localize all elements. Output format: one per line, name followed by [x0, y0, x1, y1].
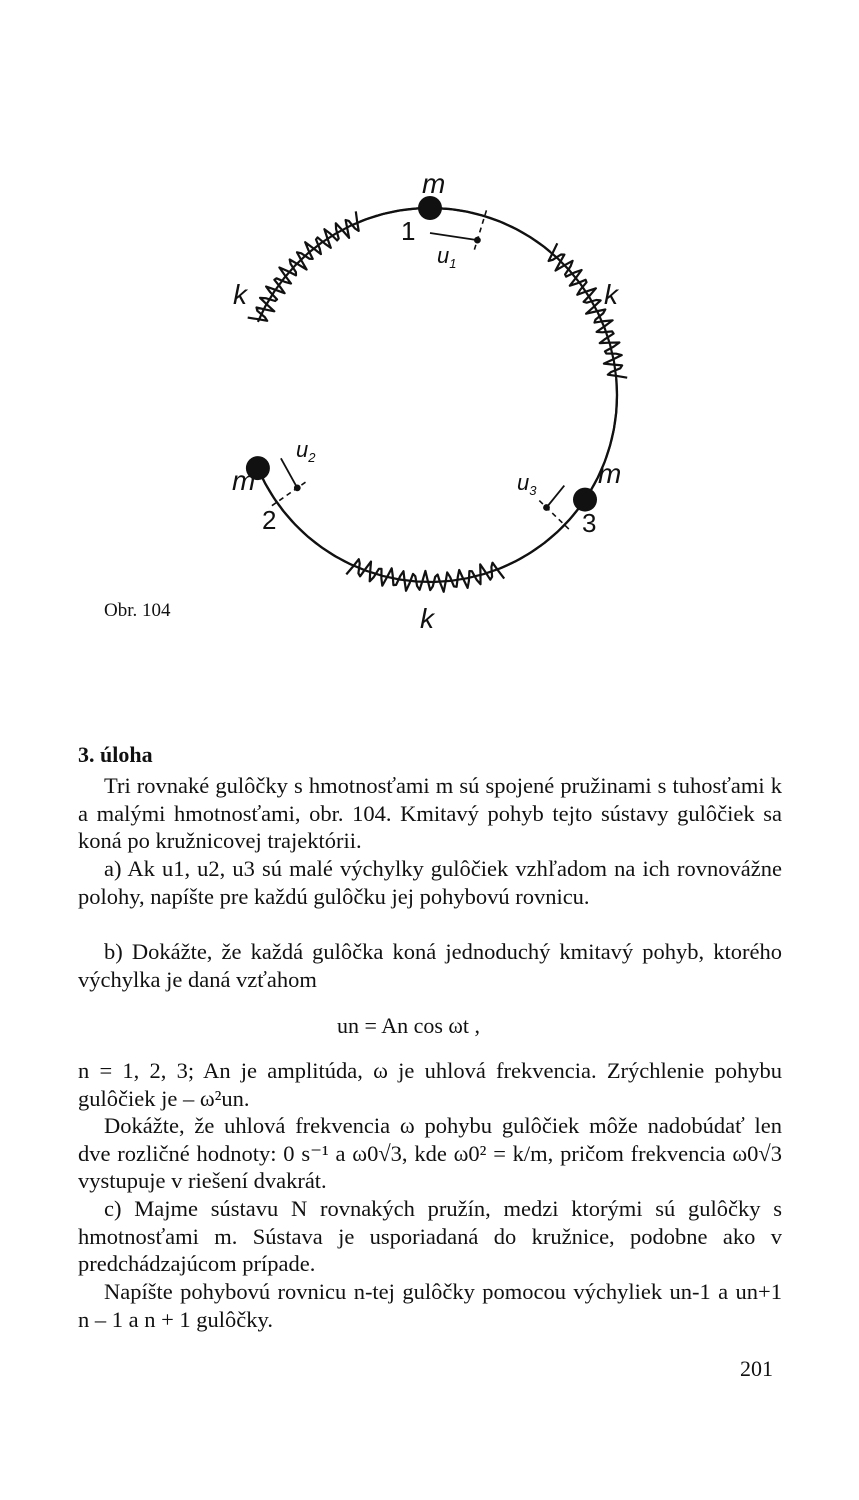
ring-arc-5: [500, 500, 585, 569]
spring-1: [248, 211, 359, 320]
displacement-arrows: [281, 233, 564, 510]
spring-label-left: k: [233, 279, 247, 310]
task-paragraph-b-cont: n = 1, 2, 3; An je amplitúda, ω je uhlová frekvencia. Zrýchlenie pohybu gulôčiek je – ω²un.: [78, 1058, 782, 1111]
spring-label-bottom: k: [420, 603, 434, 634]
displacement-label-u3: $u_3$: [517, 470, 537, 498]
task-title: 3. úloha: [78, 742, 153, 767]
figure-caption: Obr. 104: [104, 600, 171, 621]
task-paragraph-b: b) Dokážte, že každá gulôčka koná jednoduchý kmitavý pohyb, ktorého výchylka je daná vzťahom: [78, 939, 782, 992]
displacement-label-u1: $u_1$: [437, 243, 457, 271]
equation-displacement: un = An cos ωt ,: [337, 1013, 480, 1038]
displacement-arrow-head-2: [295, 485, 300, 490]
ball-number-2: 2: [262, 505, 277, 535]
figure-104: [0, 0, 859, 700]
displacement-arrow-1: [430, 233, 477, 240]
displacement-arrow-3: [547, 486, 565, 508]
task-paragraph-intro: Tri rovnaké gulôčky s hmotnosťami m sú spojené pružinami s tuhosťami k a malými hmotnosťami, obr. 104. Kmitavý pohyb tejto sústavy gulôčiek sa koná po kružnicovej trajektórii.: [78, 773, 782, 853]
task-paragraph-b-proof: Dokážte, že uhlová frekvencia ω pohybu gulôčiek môže nadobúdať len dve rozličné hodnoty: 0 s⁻¹ a ω0√3, kde ω0² = k/m, pričom frekvencia ω0√3 vystupuje v riešení dvakrát.: [78, 1113, 782, 1193]
ball-number-1: 1: [401, 216, 416, 246]
task-paragraph-a: a) Ak u1, u2, u3 sú malé výchylky gulôčiek vzhľadom na ich rovnovážne polohy, napíšte pre každú gulôčku jej pohybovú rovnicu.: [78, 856, 782, 909]
displacement-arrow-head-1: [475, 238, 480, 243]
mass-label-3: m: [598, 458, 622, 489]
spring-label-right: k: [604, 279, 618, 310]
page-number: 201: [740, 1356, 773, 1381]
task-paragraph-c: c) Majme sústavu N rovnakých pružín, medzi ktorými sú gulôčky s hmotnosťami m. Sústava je usporiadaná do kružnice, podobne ako v predchádzajúcom prípade.: [78, 1196, 782, 1276]
displacement-label-u2: $u_2$: [296, 437, 316, 465]
ball-1: [418, 196, 442, 220]
mass-label-1: m: [422, 168, 446, 199]
task-paragraph-c-task: Napíšte pohybovú rovnicu n-tej gulôčky pomocou výchyliek un-1 a un+1 n – 1 a n + 1 gulôčky.: [78, 1279, 782, 1332]
mass-label-2: m: [232, 465, 256, 496]
spring-3: [549, 243, 628, 377]
spring-2: [346, 559, 504, 592]
displacement-arrow-2: [281, 458, 297, 488]
balls: [246, 196, 597, 512]
displacement-arrow-head-3: [544, 505, 549, 510]
ball-number-3: 3: [582, 508, 597, 538]
